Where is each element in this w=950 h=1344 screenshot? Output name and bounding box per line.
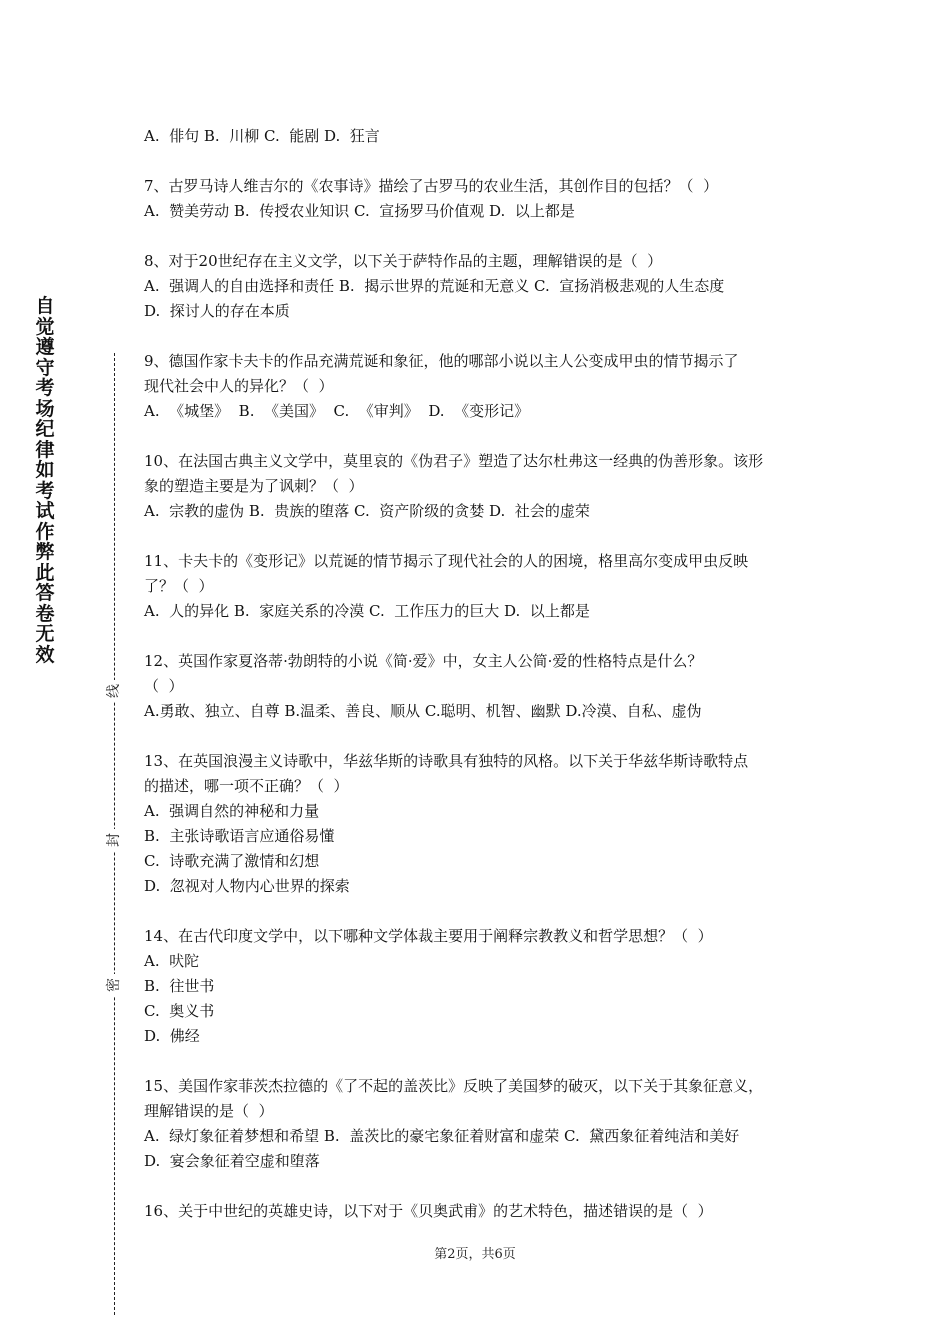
page-number: 第2页，共6页 (434, 1247, 516, 1262)
question-line: D. 探讨人的存在本质 (144, 302, 290, 320)
question-line: D. 忽视对人物内心世界的探索 (144, 877, 350, 895)
question-text: 12、英国作家夏洛蒂·勃朗特的小说《简·爱》中，女主人公简·爱的性格特点是什么？ (144, 652, 703, 670)
question-list (144, 124, 824, 1249)
question-block (144, 449, 824, 524)
question-text: 13、在英国浪漫主义诗歌中，华兹华斯的诗歌具有独特的风格。以下关于华兹华斯诗歌特点 (144, 752, 749, 770)
question-line: A. 强调自然的神秘和力量 (144, 802, 320, 820)
question-line: B. 往世书 (144, 977, 215, 995)
question-line: C. 诗歌充满了激情和幻想 (144, 852, 320, 870)
seal-label-secret: 密 (106, 974, 122, 996)
question-block (144, 249, 824, 324)
question-block (144, 749, 824, 899)
question-line: A. 人的异化 B. 家庭关系的冷漠 C. 工作压力的巨大 D. 以上都是 (144, 602, 590, 620)
question-text: 16、关于中世纪的英雄史诗，以下对于《贝奥武甫》的艺术特色，描述错误的是（ ） (144, 1202, 713, 1220)
question-line: A. 《城堡》 B. 《美国》 C. 《审判》 D. 《变形记》 (144, 402, 530, 420)
question-text: 9、德国作家卡夫卡的作品充满荒诞和象征，他的哪部小说以主人公变成甲虫的情节揭示了 (144, 352, 739, 370)
question-line: 现代社会中人的异化？（ ） (144, 377, 334, 395)
question-block (144, 349, 824, 424)
question-line: D. 宴会象征着空虚和堕落 (144, 1152, 320, 1170)
question-line: 的描述，哪一项不正确？（ ） (144, 777, 349, 795)
question-block (144, 124, 824, 149)
question-text: 7、古罗马诗人维吉尔的《农事诗》描绘了古罗马的农业生活，其创作目的包括？（ ） (144, 177, 719, 195)
question-line: 理解错误的是（ ） (144, 1102, 274, 1120)
question-block (144, 1199, 824, 1224)
question-line: （ ） (144, 677, 184, 695)
seal-label-line: 线 (106, 680, 122, 702)
question-text: 10、在法国古典主义文学中，莫里哀的《伪君子》塑造了达尔杜弗这一经典的伪善形象。该形 (144, 452, 764, 470)
question-text: A. 俳句 B. 川柳 C. 能剧 D. 狂言 (144, 127, 380, 145)
question-line: B. 主张诗歌语言应通俗易懂 (144, 827, 335, 845)
question-line: D. 佛经 (144, 1027, 200, 1045)
question-line: A. 强调人的自由选择和责任 B. 揭示世界的荒诞和无意义 C. 宣扬消极悲观的人生态度 (144, 277, 725, 295)
seal-label-seal: 封 (106, 829, 122, 851)
question-line: A. 绿灯象征着梦想和希望 B. 盖茨比的豪宅象征着财富和虚荣 C. 黛西象征着纯洁和美好 (144, 1127, 740, 1145)
question-block (144, 649, 824, 724)
question-text: 11、卡夫卡的《变形记》以荒诞的情节揭示了现代社会的人的困境，格里高尔变成甲虫反映 (144, 552, 749, 570)
question-line: A. 宗教的虚伪 B. 贵族的堕落 C. 资产阶级的贪婪 D. 社会的虚荣 (144, 502, 590, 520)
question-line: 了？（ ） (144, 577, 214, 595)
question-line: A. 赞美劳动 B. 传授农业知识 C. 宣扬罗马价值观 D. 以上都是 (144, 202, 575, 220)
question-text: 15、美国作家菲茨杰拉德的《了不起的盖茨比》反映了美国梦的破灭，以下关于其象征意义， (144, 1077, 764, 1095)
question-text: 8、对于20世纪存在主义文学，以下关于萨特作品的主题，理解错误的是（ ） (144, 252, 663, 270)
question-line: 象的塑造主要是为了讽刺？（ ） (144, 477, 364, 495)
question-block (144, 174, 824, 224)
question-text: 14、在古代印度文学中，以下哪种文学体裁主要用于阐释宗教教义和哲学思想？（ ） (144, 927, 713, 945)
question-block (144, 1074, 824, 1174)
question-line: C. 奥义书 (144, 1002, 215, 1020)
exam-discipline-warning: 自觉遵守考场纪律如考试作弊此答卷无效 (35, 295, 55, 666)
question-block (144, 549, 824, 624)
question-line: A.勇敢、独立、自尊 B.温柔、善良、顺从 C.聪明、机智、幽默 D.冷漠、自私、虚伪 (144, 702, 702, 720)
question-block (144, 924, 824, 1049)
question-line: A. 吠陀 (144, 952, 200, 970)
